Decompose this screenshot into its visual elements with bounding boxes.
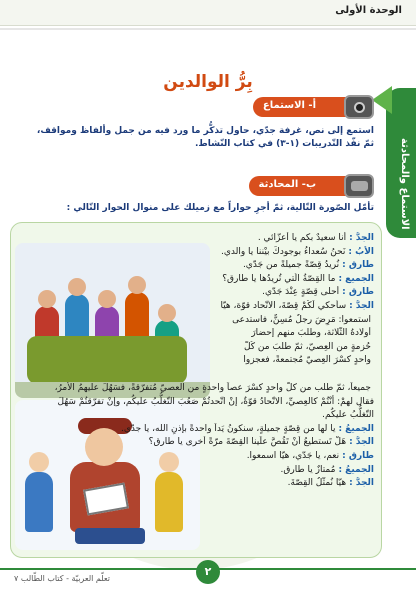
line-text: سأحكي لَكُمْ قِصّةَ، الاتّحاد قوّة، هيّا [220,300,347,311]
speaker-name: الجميع : [338,273,374,284]
header-bar [0,0,416,26]
dialogue-line [54,436,374,450]
line-text: أولادهُ الثّلاثة، وطلبَ منهم إحضارَ [251,328,371,339]
line-text: مُمتازٌ يا طارق. [280,464,336,475]
speaker-name: الجدُّ : [349,233,374,243]
line-text: واحدٍ كسْرَ العِصيّ مُجتمعةً، فعجزوا [243,355,371,366]
line-text: هيّا نُمثّلُ القِصّةَ. [287,478,347,489]
dialogue-line [54,477,374,491]
dialogue-line [134,246,374,260]
speaker-name: الجميعُ : [338,464,374,475]
line-text: حُزمةٍ من العِصيّ، ثمّ طلبَ من كُلّ [243,341,371,352]
dialogue-line [54,464,374,478]
dialogue-line [134,286,374,300]
line-text: أحلى قِصّةٍ عِنْدَ جَدّي. [262,287,340,298]
dialogue-line [134,232,374,246]
camera-icon [344,95,374,119]
speaker-name: الجميعُ : [338,423,374,434]
line-text: أنا سعيدٌ بكم يا أعزّائي . [257,233,347,243]
dialogue-right-column [134,232,374,368]
dialogue-line [134,314,374,328]
side-tab-label: الاستماع والمحادثة [399,138,410,230]
line-text: جميعاً، ثمّ طلب من كلّ واحدٍ كسْرَ عصاً واحدةٍ من العصيّ مُتفرّقةً، فسَهُلَ عليهمُ الأمرُ، فقال لهمْ: أنْتُمْ كالعِصيِّ، الاتّحادُ قوّةٌ، إنْ اتّحدتُمْ صَعُبَ التّغلُّبُ عليكُم، وإنْ تفرّقتُمْ سَهُلَ التّغلُّبُ عليكُم. [54,383,374,421]
dialogue-line [134,327,374,341]
page-number: ٢ [196,560,220,584]
conversation-instruction: تأمّل الصّورة التّالية، ثمّ أجرِ حواراً مع زميلك على منوال الحوار التّالي : [66,203,374,213]
conversation-tag: ب- المحادثة [249,176,374,196]
dialogue-line [54,423,374,437]
line-text: نُريدُ قِصّةً جميلةً من جَدّي. [242,260,340,271]
line-text: ما القِصّةُ الّتي تُريدُها يا طارق؟ [222,273,336,284]
arrow-icon [372,86,392,114]
dialogue-line [134,259,374,273]
line-text: نعم، يا جَدّي، هيّا اسمعوا. [246,450,340,461]
dialogue-line [54,382,374,423]
speaker-name: الأبُ : [348,246,374,257]
line-text: استمعوا: مَرِضَ رجلٌ مُسِنٌّ، فاستدعى [232,314,371,325]
book-title: تعلّم العربيّة - كتاب الطّالب ٧ [14,574,110,583]
listening-text: استمع إلى نص، غرفة جدّي، حاول تذكُّر ما ورد فيه من جمل وألفاظ ومواقف، ثمّ نفّذ التّدريبات (١-٣) في كتاب النّشاط. [36,126,374,149]
speaker-name: الجدُّ : [349,478,374,489]
line-text: يا لها من قِصّةٍ جميلةٍ، سنكونُ يَداً واحدةً بإذنِ الله، يا جدّي. [120,423,336,434]
dialogue-line [54,450,374,464]
header-divider [0,28,416,30]
dialogue-line [134,300,374,314]
dialogue-line [134,341,374,355]
lesson-title: بِرُّ الوالدين [163,72,253,92]
speaker-name: الجدُّ : [349,437,374,448]
listening-tag: أ- الاستماع [253,97,374,117]
dialogue-full-column [54,382,374,491]
dialogue-line [134,354,374,368]
line-text: نَحنُ سُعداءُ بوجودكَ بيْننا يا والدي. [220,246,346,257]
keyboard-icon [344,174,374,198]
speaker-name: طارق : [342,287,374,298]
speaker-name: طارق : [342,260,374,271]
stool-shape [75,528,145,544]
line-text: هَلْ تَستطيعُ أنْ تَقُصَّ علَينا القِصّةَ مرّةً أخرى يا طارق؟ [148,437,347,448]
speaker-name: طارق : [342,450,374,461]
unit-label: الوحدة الأولى [335,5,402,16]
speaker-name: الجدُّ : [349,300,374,311]
dialogue-line [134,273,374,287]
child-figure [25,472,53,532]
